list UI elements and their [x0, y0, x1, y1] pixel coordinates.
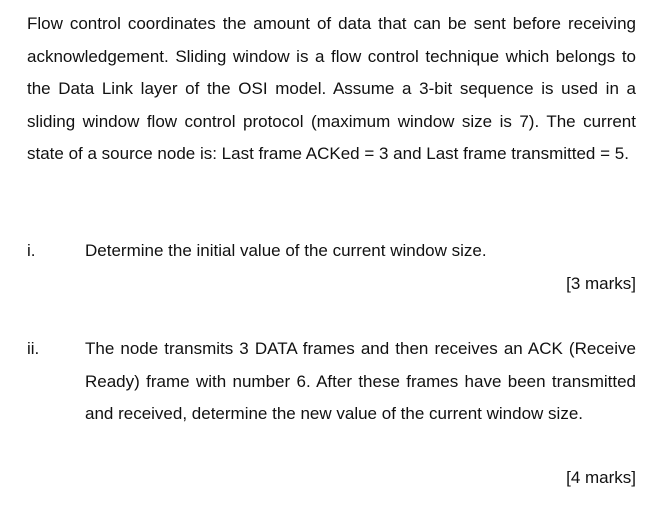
- question-text: Determine the initial value of the current window size.: [85, 241, 487, 260]
- question-number: ii.: [27, 339, 40, 358]
- question-marks: [4 marks]: [566, 468, 636, 487]
- question-number: i.: [27, 241, 36, 260]
- question-marks: [3 marks]: [566, 274, 636, 293]
- question-text: The node transmits 3 DATA frames and then receives an ACK (Receive Ready) frame with number 6. After these frames have been transmitted and received, determine the new value of the current window size.: [85, 339, 636, 424]
- intro-paragraph: Flow control coordinates the amount of data that can be sent before receiving acknowledgement. Sliding window is a flow control technique which belongs to the Data Link layer of the OSI model. Assume a 3-bit sequence is used in a sliding window flow control protocol (maximum window size is 7). The current state of a source node is: Last frame ACKed = 3 and Last frame transmitted = 5.: [27, 14, 636, 164]
